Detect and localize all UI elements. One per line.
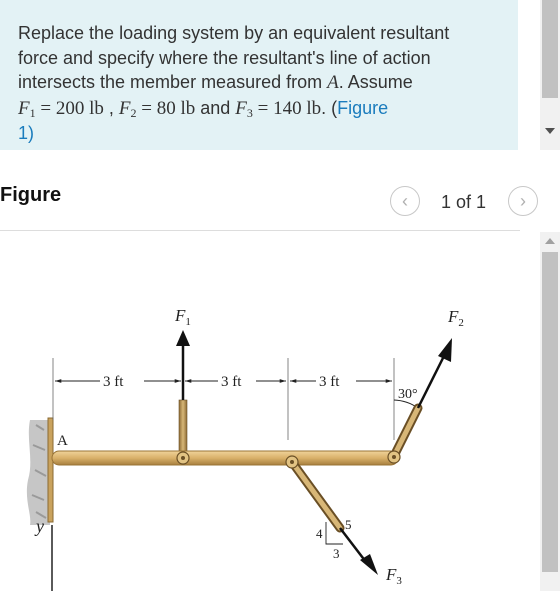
problem-text: . Assume — [338, 72, 413, 92]
f3-math: $F_3 = 140$ lb — [235, 97, 322, 120]
problem-line-3 — [18, 70, 502, 96]
label-f3: $F_3$ — [386, 565, 402, 587]
chevron-right-icon: › — [520, 190, 526, 211]
figure-scrollbar[interactable] — [540, 232, 560, 591]
beam-diagram — [0, 232, 530, 591]
problem-line-1: Replace the loading system by an equivalent resultant — [18, 23, 450, 43]
wall-support — [27, 420, 50, 525]
beam-member — [52, 451, 398, 465]
previous-figure-button[interactable] — [390, 186, 420, 216]
label-f1: $F_1$ — [175, 306, 191, 328]
f3-value: 140 lb — [273, 97, 322, 119]
scrollbar-thumb[interactable] — [542, 0, 558, 98]
scroll-down-arrow-icon[interactable] — [545, 128, 555, 134]
label-a: A — [57, 433, 68, 449]
label-y: y — [36, 516, 44, 536]
pin-f2 — [388, 451, 400, 463]
problem-text: intersects the member measured from — [18, 72, 323, 92]
slope-hyp-label: 5 — [345, 517, 352, 532]
point-a-math: A — [327, 72, 339, 93]
problem-statement — [0, 0, 518, 150]
f2-math: $F_2 = 80$ lb — [118, 97, 196, 120]
angle-label: 30° — [398, 387, 418, 402]
dimension-label-3: 3 ft — [319, 374, 340, 390]
figure-heading: Figure — [0, 184, 62, 206]
f1-force — [176, 330, 190, 458]
f1-math: $F_1 = 200$ lb — [18, 97, 104, 120]
dimension-lines — [53, 358, 394, 440]
problem-scrollbar[interactable] — [540, 0, 560, 150]
problem-line-4: $F_1 = 200$ lb , $F_2 = 80$ lb and $F_3 = 140$ lb. (Figure — [18, 97, 389, 120]
label-f2: $F_2$ — [448, 307, 464, 329]
problem-line-5 — [18, 121, 502, 146]
chevron-left-icon: ‹ — [402, 190, 408, 211]
scrollbar-thumb[interactable] — [542, 252, 558, 572]
problem-line-2: force and specify where the resultant's line of action — [18, 47, 431, 68]
slope-run-label: 3 — [333, 546, 340, 561]
pin-f3 — [286, 456, 298, 468]
problem-text: . ( — [321, 97, 338, 118]
f2-value: 80 lb — [156, 97, 196, 119]
scroll-up-arrow-icon[interactable] — [545, 238, 555, 244]
pin-f1 — [177, 452, 189, 464]
slope-rise-label: 4 — [316, 526, 323, 541]
figure-link[interactable]: Figure — [337, 97, 389, 118]
dimension-label-1: 3 ft — [103, 374, 124, 390]
wall-plate — [48, 418, 53, 522]
figure-link-cont[interactable]: 1) — [18, 123, 35, 143]
figure-divider — [0, 230, 520, 231]
figure-page-indicator: 1 of 1 — [441, 192, 487, 212]
dimension-label-2: 3 ft — [221, 374, 242, 390]
next-figure-button[interactable] — [508, 186, 538, 216]
f1-value: 200 lb — [55, 97, 104, 119]
